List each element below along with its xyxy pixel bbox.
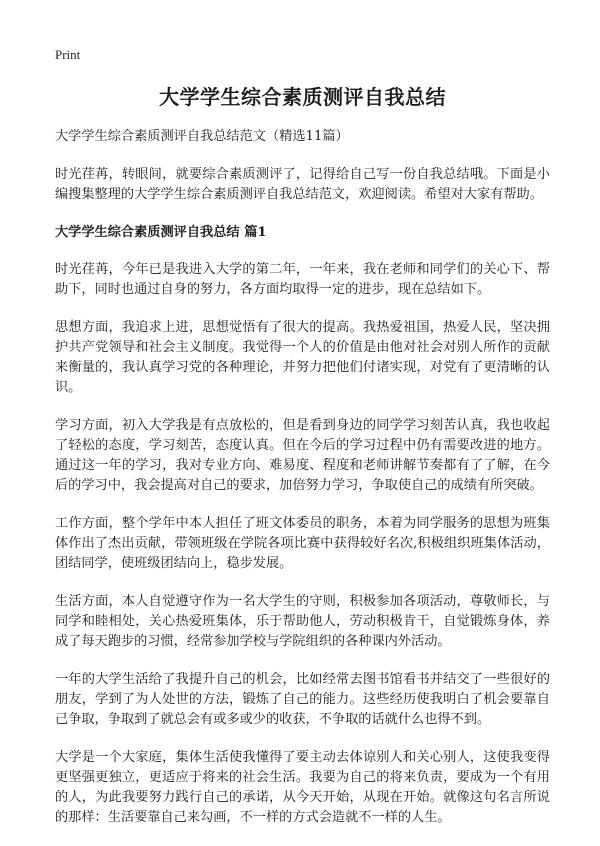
print-link[interactable]: Print	[55, 47, 81, 62]
body-paragraph-4: 工作方面，整个学年中本人担任了班文体委员的职务，本着为同学服务的思想为班集体作出了杰出贡献，带领班级在学院各项比赛中获得较好名次,积极组织班集体活动，团结同学，使班级团结向上，稳步发展。	[55, 516, 550, 571]
body-paragraph-6: 一年的大学生活给了我提升自己的机会，比如经常去图书馆看书并结交了一些很好的朋友，学到了为人处世的方法，锻炼了自己的能力。这些经历使我明白了机会要靠自己争取，争取到了就总会有或多或少的收获，不争取的话就什么也得不到。	[55, 672, 550, 727]
section-heading: 大学学生综合素质测评自我总结 篇1	[55, 225, 267, 240]
body-paragraph-2: 思想方面，我追求上进，思想觉悟有了很大的提高。我热爱祖国，热爱人民，坚决拥护共产党领导和社会主义制度。我觉得一个人的价值是由他对社会对别人所作的贡献来衡量的，我认真学习党的各种理论，并努力把他们付诸实现，对党有了更清晰的认识。	[55, 320, 550, 395]
intro-paragraph: 时光荏苒，转眼间，就要综合素质测评了，记得给自己写一份自我总结哦。下面是小编搜集整理的大学学生综合素质测评自我总结范文，欢迎阅读。希望对大家有帮助。	[55, 167, 550, 202]
body-paragraph-5: 生活方面，本人自觉遵守作为一名大学生的守则，积极参加各项活动，尊敬师长，与同学和睦相处，关心热爱班集体，乐于帮助他人，劳动积极肯干，自觉锻炼身体，养成了每天跑步的习惯，经常参加学校与学院组织的各种课内外活动。	[55, 594, 550, 649]
body-paragraph-1: 时光荏苒，今年已是我进入大学的第二年，一年来，我在老师和同学们的关心下、帮助下，同时也通过自身的努力，各方面均取得一定的进步，现在总结如下。	[55, 262, 550, 297]
body-paragraph-7: 大学是一个大家庭，集体生活使我懂得了要主动去体谅别人和关心别人，这使我变得更坚强更独立，更适应于将来的社会生活。我要为自己的将来负责，要成为一个有用的人，为此我要努力践行自己的承诺，从今天开始，从现在开始。就像这句名言所说的那样：生活要靠自己来勾画，不一样的方式会造就不一样的人生。	[55, 750, 550, 825]
document-subtitle: 大学学生综合素质测评自我总结范文（精选11篇）	[55, 129, 349, 144]
document-page	[55, 44, 550, 846]
body-paragraph-3: 学习方面，初入大学我是有点放松的，但是看到身边的同学学习刻苦认真，我也收起了轻松的态度，学习刻苦，态度认真。但在今后的学习过程中仍有需要改进的地方。通过这一年的学习，我对专业方向、难易度、程度和老师讲解节奏都有了了解，在今后的学习中，我会提高对自己的要求，加倍努力学习，争取使自己的成绩有所突破。	[55, 418, 550, 493]
document-title: 大学学生综合素质测评自我总结	[159, 85, 446, 109]
